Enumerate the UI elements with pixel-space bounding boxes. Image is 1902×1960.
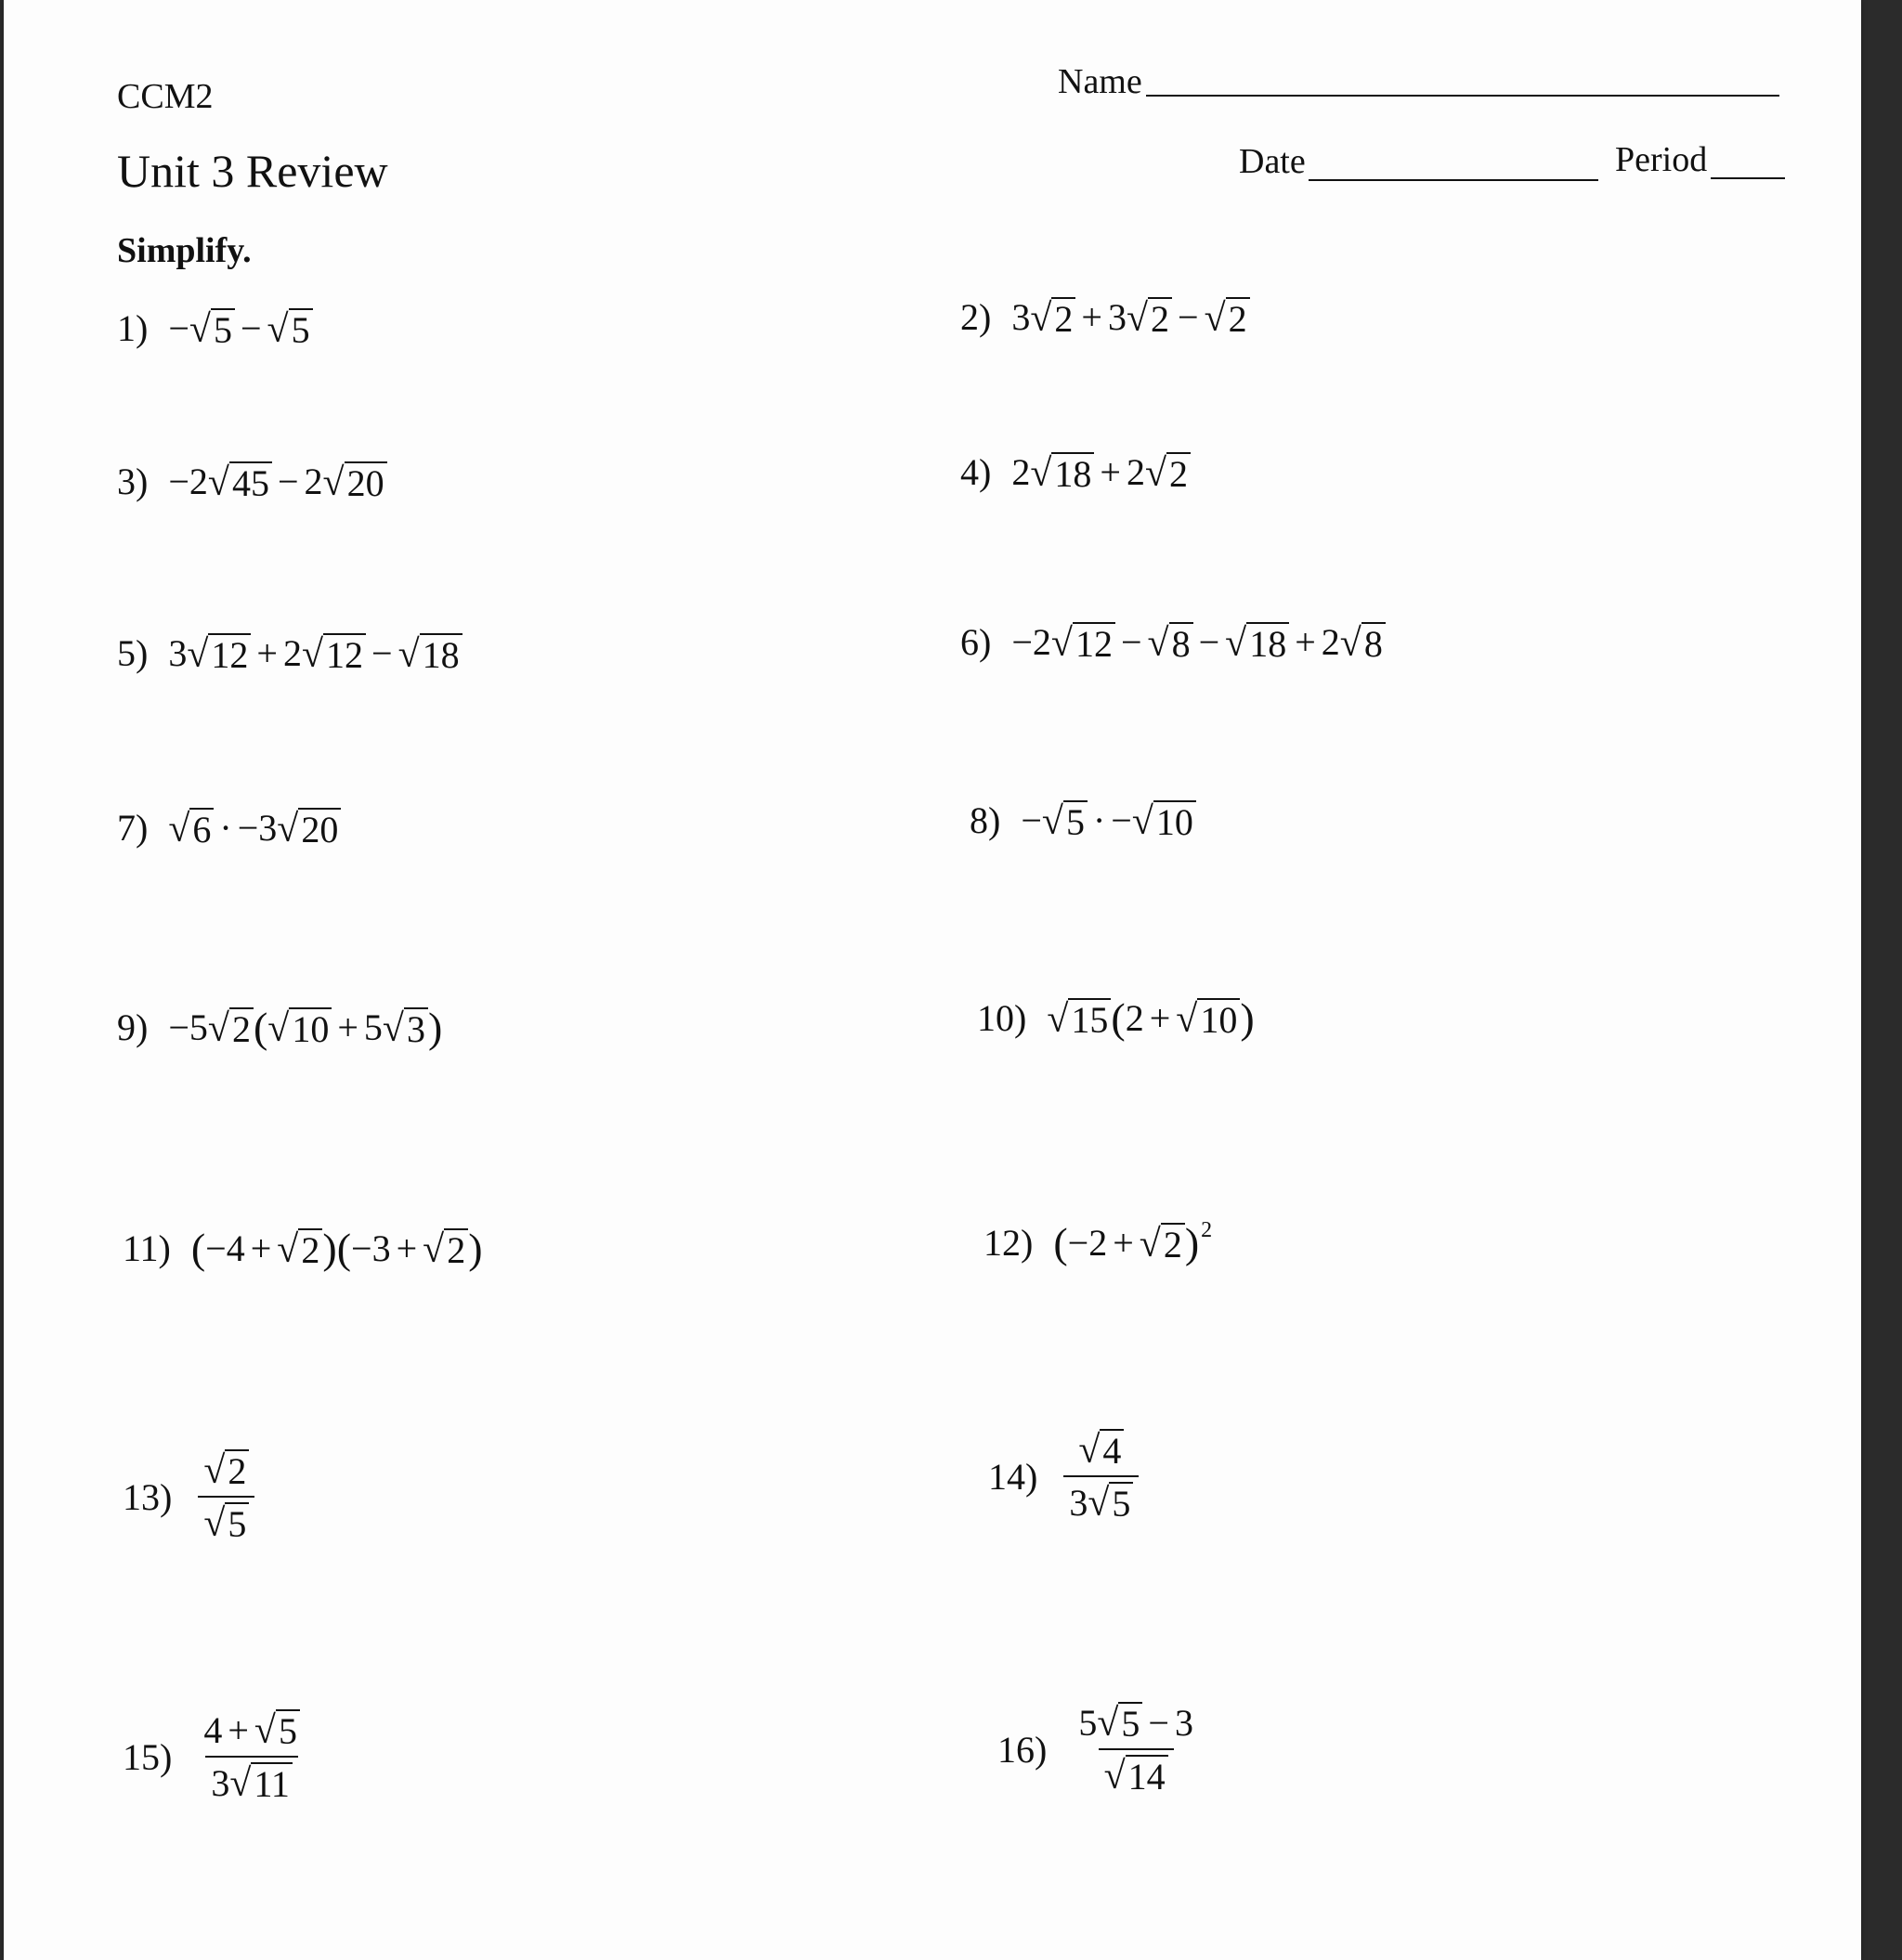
problem-number: 6)	[960, 621, 992, 663]
math-term: +	[1081, 296, 1102, 338]
math-term: 3	[1174, 1702, 1193, 1744]
math-term: +	[1100, 451, 1121, 493]
math-term: 2	[225, 1449, 249, 1490]
math-term: 3	[1107, 296, 1127, 338]
problem-number: 8)	[970, 799, 1001, 841]
problem-9	[117, 1003, 442, 1052]
name-label: Name	[1058, 62, 1142, 101]
radical	[1042, 800, 1088, 841]
math-term: 5	[363, 1006, 383, 1048]
problem-expression	[1011, 295, 1249, 339]
math-term: 18	[1246, 622, 1289, 663]
problem-number: 13)	[123, 1475, 173, 1518]
radical	[187, 633, 251, 674]
radical-sign: √	[1225, 621, 1247, 665]
name-blank[interactable]	[1146, 95, 1779, 97]
problem-number: 14)	[988, 1455, 1038, 1498]
math-term: −	[1120, 621, 1142, 663]
math-term: 6	[189, 808, 214, 849]
math-term: (	[336, 1225, 352, 1272]
radical	[208, 1007, 254, 1048]
math-term: −	[277, 461, 299, 502]
radical	[1145, 452, 1191, 493]
radical-sign: √	[1339, 621, 1361, 665]
numerator	[1073, 1701, 1199, 1748]
problem-expression	[1053, 1218, 1212, 1267]
radical	[1205, 297, 1250, 338]
radical	[229, 1762, 293, 1803]
math-term: 10	[289, 1007, 332, 1048]
math-term: +	[396, 1227, 418, 1269]
problem-expression	[1021, 798, 1196, 842]
radical	[423, 1228, 468, 1269]
problem-7	[117, 806, 341, 850]
problem-number: 5)	[117, 632, 149, 674]
math-term: 18	[420, 633, 462, 674]
radical	[168, 808, 214, 849]
math-term: 5	[1063, 800, 1088, 841]
radical	[277, 1228, 322, 1269]
radical	[1148, 622, 1193, 663]
problem-number: 2)	[960, 296, 992, 338]
radical-sign: √	[1088, 1482, 1110, 1525]
math-term: 5	[225, 1502, 249, 1543]
radical-sign: √	[229, 1762, 252, 1805]
radical	[1132, 800, 1196, 841]
denominator	[1099, 1748, 1174, 1798]
problem-expression	[191, 1224, 483, 1273]
problem-3	[117, 460, 387, 503]
math-term: )	[1184, 1219, 1200, 1266]
radical-sign: √	[1144, 451, 1167, 495]
fraction	[198, 1708, 306, 1805]
math-term: 2	[1226, 297, 1250, 338]
radical-sign: √	[322, 461, 345, 504]
math-term: 10	[1197, 998, 1240, 1039]
math-term: 3	[404, 1007, 428, 1048]
math-term: 3	[1011, 296, 1031, 338]
math-term: 2	[1166, 452, 1191, 493]
math-term: )	[427, 1004, 443, 1051]
math-term: 15	[1068, 998, 1111, 1039]
fraction	[1073, 1701, 1199, 1798]
math-term: −	[240, 307, 262, 349]
problem-number: 10)	[977, 997, 1027, 1039]
radical-sign: √	[267, 307, 289, 351]
math-term: 4	[1100, 1429, 1124, 1470]
math-term: −	[1111, 799, 1132, 841]
radical	[267, 308, 313, 349]
radical	[254, 1709, 300, 1750]
problem-expression	[168, 631, 462, 675]
math-term: +	[1149, 997, 1171, 1039]
radical-sign: √	[187, 632, 209, 676]
radical-sign: √	[301, 632, 324, 676]
radical-sign: √	[1176, 997, 1198, 1041]
math-term: (	[1053, 1219, 1068, 1266]
math-term: 20	[298, 808, 341, 849]
math-term: 5	[276, 1709, 300, 1750]
radical-sign: √	[423, 1227, 445, 1271]
radical-sign: √	[168, 807, 190, 850]
radical-sign: √	[189, 307, 211, 351]
math-term: 12	[323, 633, 366, 674]
math-term: ·	[219, 807, 232, 849]
problem-expression	[168, 306, 312, 350]
radical-sign: √	[267, 1006, 290, 1050]
math-term: −	[168, 307, 189, 349]
problem-14	[988, 1428, 1139, 1525]
date-blank[interactable]	[1309, 179, 1598, 181]
math-term: 2	[282, 632, 302, 674]
radical-sign: √	[1126, 296, 1149, 340]
worksheet-title: Unit 3 Review	[117, 145, 388, 197]
math-term: ·	[1092, 799, 1106, 841]
period-blank[interactable]	[1711, 177, 1785, 179]
problem-number: 12)	[984, 1222, 1034, 1264]
radical-sign: √	[1050, 621, 1073, 665]
problem-expression	[1011, 450, 1191, 494]
radical-sign: √	[1103, 1755, 1126, 1798]
radical	[323, 461, 387, 502]
instructions: Simplify.	[117, 231, 252, 270]
radical-sign: √	[1131, 799, 1153, 843]
radical	[1140, 1223, 1185, 1264]
math-term: −	[1178, 296, 1199, 338]
problem-number: 16)	[997, 1728, 1048, 1771]
math-term: 2	[1126, 451, 1145, 493]
radical	[267, 1007, 332, 1048]
math-term: 2	[1161, 1223, 1185, 1264]
problem-13	[123, 1448, 254, 1545]
math-term: 10	[1153, 800, 1196, 841]
math-term: 2	[444, 1228, 468, 1269]
worksheet-page	[4, 0, 1861, 1960]
math-term: 20	[345, 461, 387, 502]
radical-sign: √	[1139, 1222, 1161, 1266]
problem-15	[123, 1708, 306, 1805]
math-term: )	[468, 1225, 483, 1272]
math-term: 18	[1051, 452, 1094, 493]
math-term: 3	[168, 632, 188, 674]
problem-8	[970, 798, 1196, 842]
problem-5	[117, 631, 462, 675]
denominator	[1063, 1475, 1139, 1525]
math-term: +	[250, 1227, 272, 1269]
radical	[1078, 1429, 1124, 1470]
fraction	[198, 1448, 254, 1545]
math-term: −2	[1067, 1222, 1108, 1264]
radical	[1088, 1482, 1133, 1523]
problem-number: 4)	[960, 451, 992, 493]
radical	[383, 1007, 428, 1048]
radical-sign: √	[1097, 1702, 1119, 1745]
radical	[398, 633, 462, 674]
radical-sign: √	[1204, 296, 1226, 340]
problem-expression	[168, 1003, 442, 1052]
problem-expression	[1047, 993, 1254, 1043]
radical	[1047, 998, 1111, 1039]
problem-6	[960, 620, 1386, 664]
radical-sign: √	[1047, 997, 1069, 1041]
radical	[1030, 452, 1094, 493]
problem-1	[117, 306, 313, 350]
problem-number: 9)	[117, 1006, 149, 1048]
radical-sign: √	[207, 461, 229, 504]
math-term: (	[1111, 994, 1126, 1042]
math-term: 45	[229, 461, 272, 502]
denominator	[205, 1756, 298, 1805]
math-term: −4	[205, 1227, 245, 1269]
radical	[203, 1502, 249, 1543]
math-term: +	[1113, 1222, 1134, 1264]
radical	[1104, 1755, 1168, 1796]
math-term: +	[256, 632, 278, 674]
math-term: −2	[1011, 621, 1051, 663]
period-label: Period	[1615, 140, 1708, 179]
problem-number: 3)	[117, 461, 149, 502]
radical	[1097, 1702, 1142, 1743]
math-term: 2	[298, 1228, 322, 1269]
math-term: 2	[229, 1007, 254, 1048]
math-term: (	[253, 1004, 268, 1051]
math-term: 3	[1069, 1482, 1088, 1524]
math-term: 3	[211, 1762, 230, 1804]
denominator	[198, 1496, 254, 1545]
radical	[1340, 622, 1386, 663]
math-term: 14	[1126, 1755, 1168, 1796]
radical	[189, 308, 235, 349]
math-term: −	[1021, 799, 1042, 841]
math-term: 11	[251, 1762, 293, 1803]
radical-sign: √	[203, 1449, 226, 1492]
problem-expression	[168, 806, 341, 850]
radical	[277, 808, 341, 849]
math-term: )	[322, 1225, 337, 1272]
fraction	[1063, 1428, 1139, 1525]
problem-10	[977, 993, 1255, 1043]
radical	[203, 1449, 249, 1490]
math-term: −	[1148, 1702, 1169, 1744]
radical-sign: √	[397, 632, 420, 676]
radical-sign: √	[207, 1006, 229, 1050]
math-term: 5	[1118, 1702, 1142, 1743]
math-term: −3	[237, 807, 278, 849]
problem-number: 7)	[117, 807, 149, 849]
radical-sign: √	[203, 1502, 226, 1545]
radical-sign: √	[1147, 621, 1169, 665]
numerator	[1073, 1428, 1129, 1475]
math-term: −	[371, 632, 393, 674]
radical	[1225, 622, 1289, 663]
radical-sign: √	[1041, 799, 1063, 843]
problem-4	[960, 450, 1191, 494]
radical-sign: √	[1030, 296, 1052, 340]
math-term: )	[1240, 994, 1255, 1042]
exponent: 2	[1201, 1218, 1213, 1242]
problem-number: 15)	[123, 1735, 173, 1778]
radical	[1051, 622, 1115, 663]
math-term: 4	[203, 1709, 223, 1751]
radical	[1176, 998, 1240, 1039]
math-term: 8	[1361, 622, 1386, 663]
math-term: −2	[168, 461, 208, 502]
radical	[1127, 297, 1172, 338]
problem-expression	[1011, 620, 1386, 664]
math-term: −	[1198, 621, 1220, 663]
math-term: 5	[211, 308, 235, 349]
problem-12	[984, 1218, 1212, 1267]
math-term: +	[228, 1709, 249, 1751]
math-term: 2	[1011, 451, 1031, 493]
radical-sign: √	[277, 1227, 299, 1271]
radical	[208, 461, 272, 502]
problem-number: 11)	[123, 1227, 171, 1269]
math-term: 2	[1125, 997, 1144, 1039]
radical	[1030, 297, 1075, 338]
math-term: 12	[208, 633, 251, 674]
math-term: 5	[1109, 1482, 1133, 1523]
problem-11	[123, 1224, 483, 1273]
math-term: 2	[1148, 297, 1172, 338]
math-term: 2	[1051, 297, 1075, 338]
math-term: 8	[1169, 622, 1193, 663]
course-code: CCM2	[117, 77, 214, 116]
problem-number: 1)	[117, 307, 149, 349]
numerator	[198, 1448, 254, 1496]
radical-sign: √	[277, 807, 299, 850]
radical-sign: √	[1030, 451, 1052, 495]
math-term: 2	[304, 461, 323, 502]
problem-expression	[168, 460, 386, 503]
numerator	[198, 1708, 306, 1756]
problem-16	[997, 1701, 1199, 1798]
radical	[302, 633, 366, 674]
math-term: (	[190, 1225, 206, 1272]
math-term: 2	[1321, 621, 1340, 663]
math-term: 5	[289, 308, 313, 349]
radical-sign: √	[382, 1006, 404, 1050]
math-term: 5	[1078, 1702, 1098, 1744]
math-term: −5	[168, 1006, 208, 1048]
math-term: 12	[1073, 622, 1115, 663]
math-term: +	[337, 1006, 358, 1048]
radical-sign: √	[254, 1709, 276, 1752]
date-label: Date	[1239, 142, 1306, 181]
radical-sign: √	[1078, 1429, 1101, 1472]
problem-2	[960, 295, 1250, 339]
math-term: −3	[351, 1227, 391, 1269]
math-term: +	[1295, 621, 1316, 663]
